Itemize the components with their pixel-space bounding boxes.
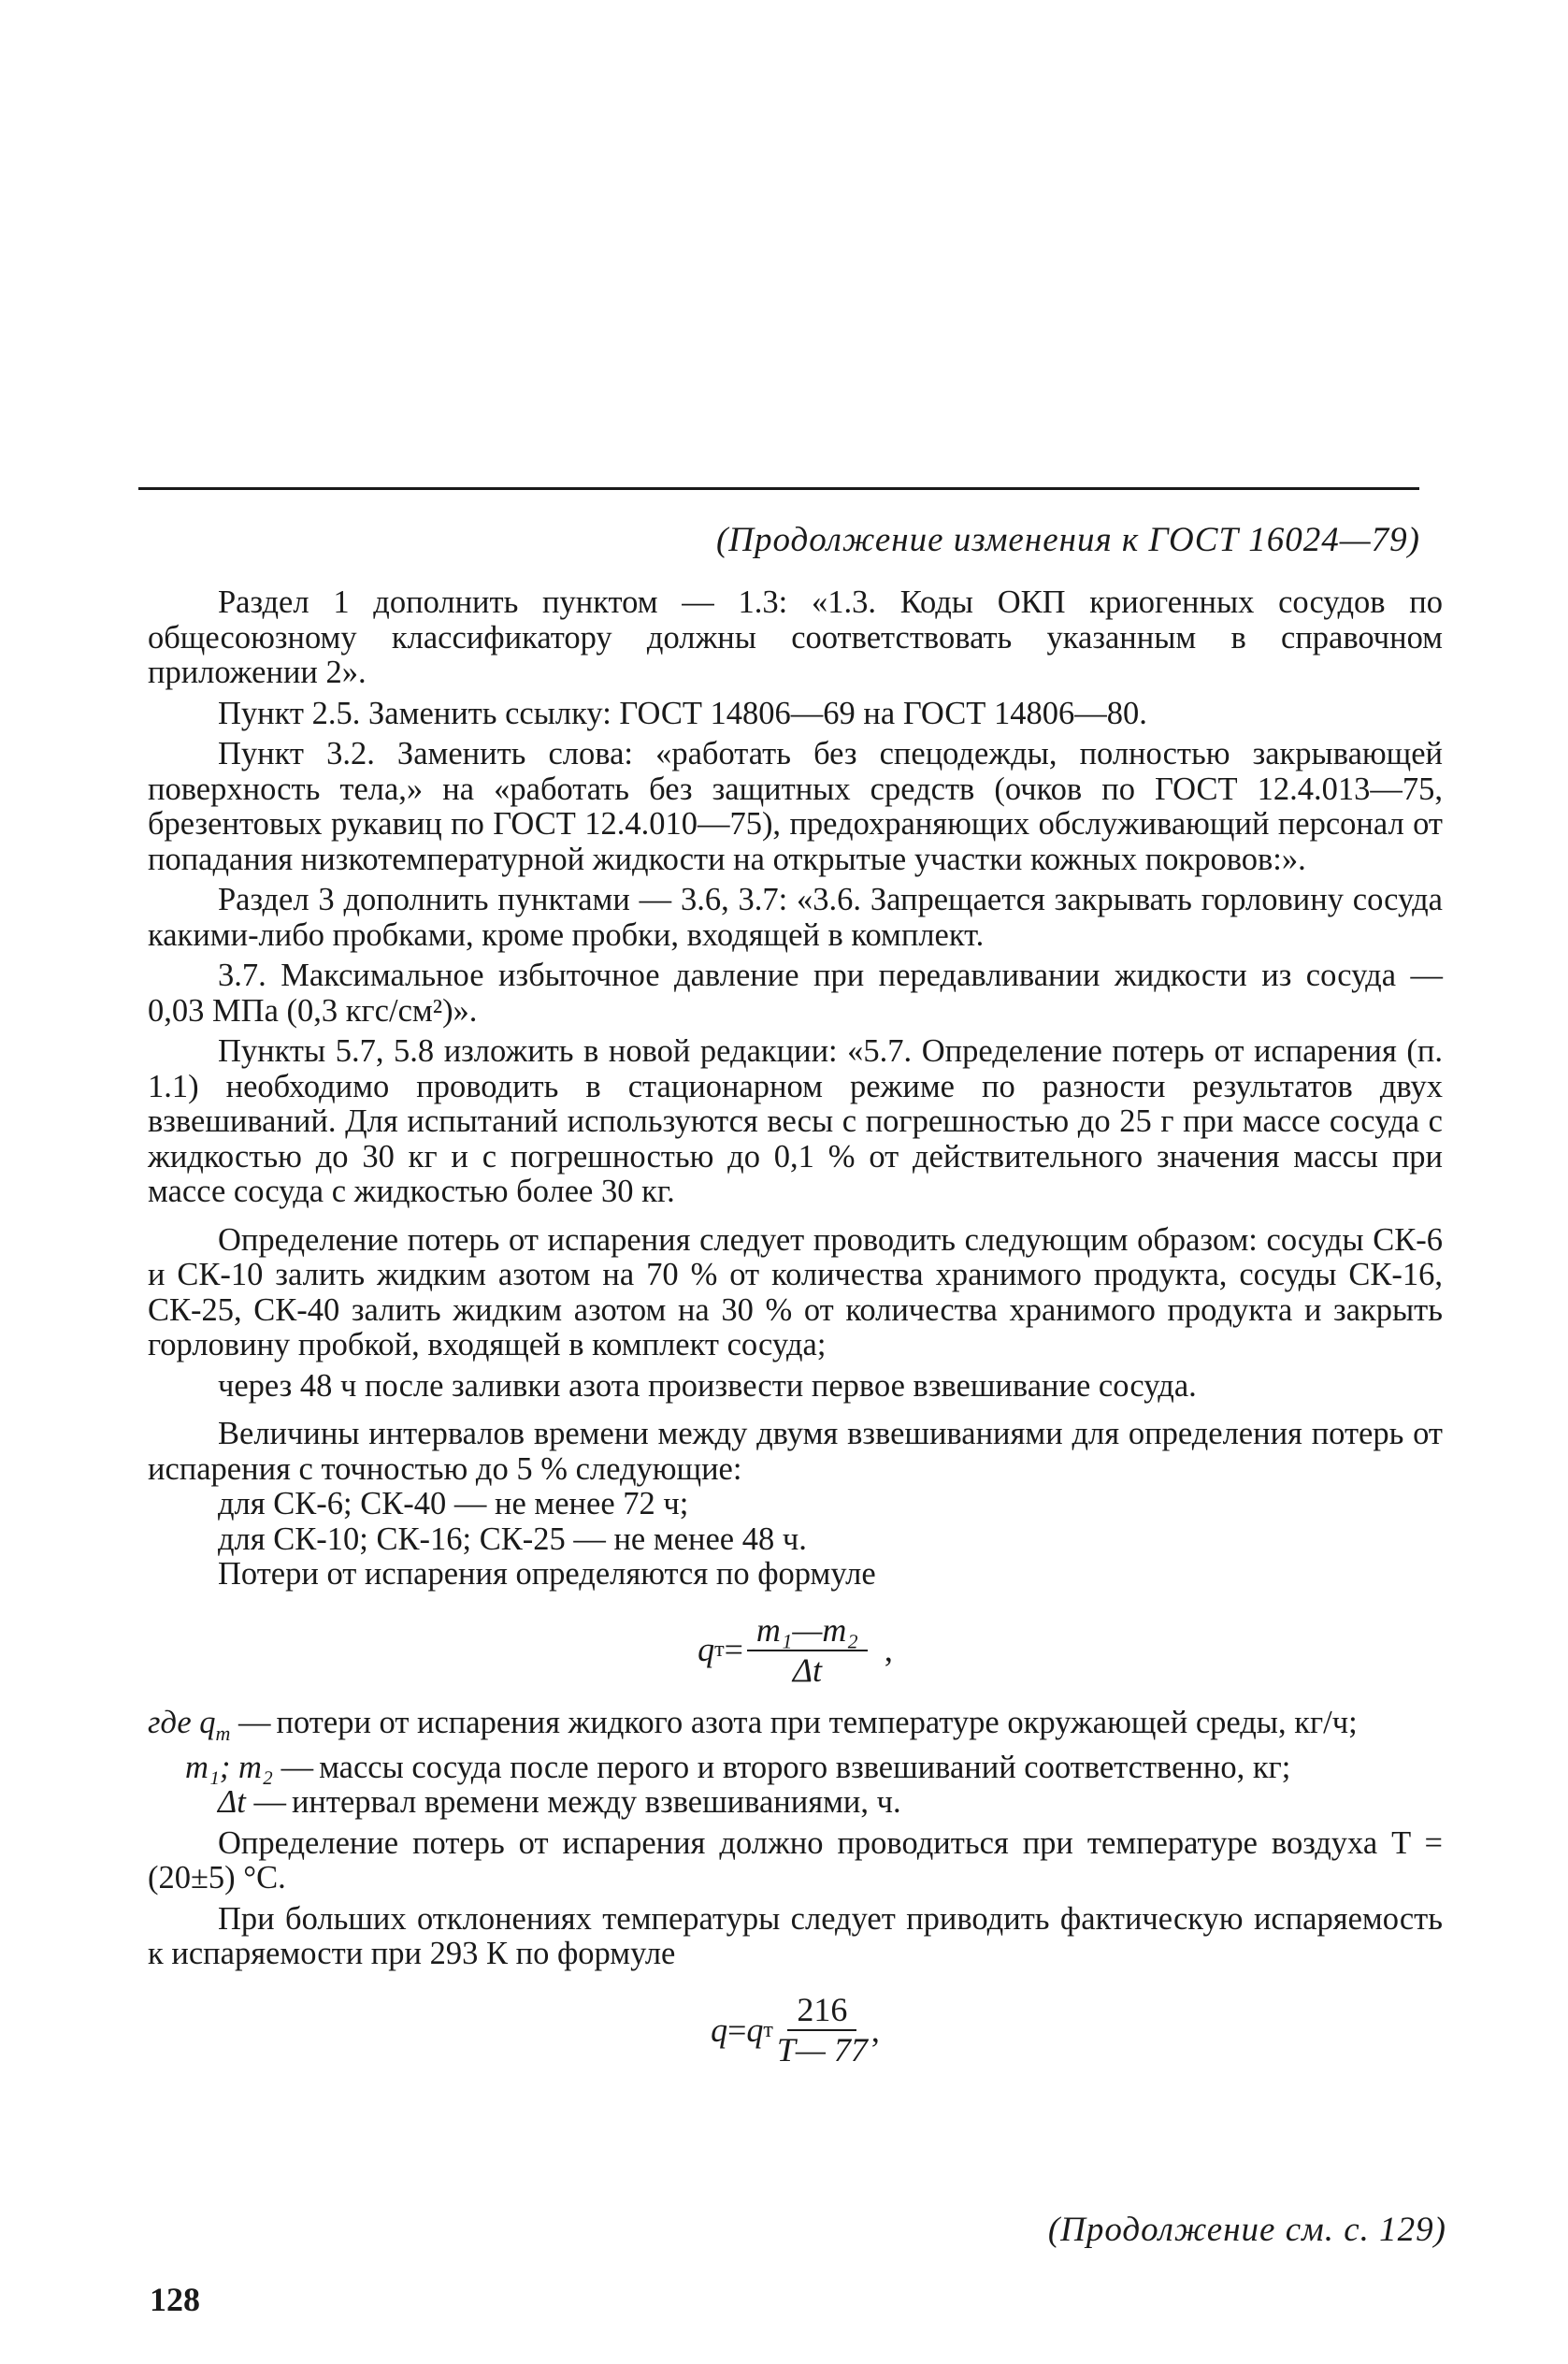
paragraph: Пункт 2.5. Заменить ссылку: ГОСТ 14806—69 на ГОСТ 14806—80. bbox=[218, 695, 1147, 731]
definition-text: потери от испарения жидкого азота при температуре окружающей среды, кг/ч; bbox=[276, 1704, 1358, 1740]
top-rule bbox=[138, 487, 1419, 490]
paragraph: Раздел 3 дополнить пунктами — 3.6, 3.7: «3.6. Запрещается закрывать горловину сосуда какими-либо пробками, кроме пробки, входящей в комплект. bbox=[148, 882, 1443, 953]
paragraph: для СК-6; СК-40 — не менее 72 ч; bbox=[218, 1486, 689, 1521]
paragraph: Определение потерь от испарения должно проводиться при температуре воздуха T = (20±5) °С. bbox=[148, 1824, 1443, 1896]
definition-symbol: m₁; m₂ bbox=[185, 1749, 273, 1785]
formula-temperature-correction bbox=[148, 1990, 1443, 2069]
formula-evaporation-loss bbox=[148, 1610, 1443, 1689]
formula-q-sub: т bbox=[763, 2017, 773, 2042]
paragraph: Определение потерь от испарения следует проводить следующим образом: сосуды СК-6 и СК-10 залить жидким азотом на 70 % от количества хранимого продукта, сосуды СК-16, СК-25, СК-40 залить жидким азотом на 30 % от количества хранимого продукта и закрыть горловину пробкой, входящей в комплект сосуда; bbox=[148, 1221, 1443, 1362]
paragraph: 3.7. Максимальное избыточное давление при передавливании жидкости из сосуда — 0,03 МПа (0,3 кгс/см²)». bbox=[148, 958, 1443, 1029]
paragraph: При больших отклонениях температуры следует приводить фактическую испаряемость к испаряемости при 293 К по формуле bbox=[148, 1900, 1443, 1972]
formula-eq: = bbox=[724, 1631, 743, 1669]
formula-tail: , bbox=[884, 1631, 893, 1669]
paragraph: Потери от испарения определяются по формуле bbox=[218, 1556, 876, 1592]
paragraph: Величины интервалов времени между двумя взвешиваниями для определения потерь от испарения с точностью до 5 % следующие: bbox=[148, 1416, 1443, 1487]
definition-dash: — bbox=[272, 1749, 314, 1785]
definition-item bbox=[148, 1706, 1443, 1751]
paragraph: через 48 ч после заливки азота произвести первое взвешивание сосуда. bbox=[218, 1367, 1197, 1404]
formula-fraction bbox=[776, 1990, 868, 2069]
definition-text: интервал времени между взвешиваниями, ч. bbox=[291, 1784, 901, 1821]
definition-item bbox=[148, 1785, 1443, 1821]
formula-numerator: 216 bbox=[787, 1993, 856, 2032]
definition-symbol: где q bbox=[148, 1704, 216, 1740]
paragraph: Пункт 3.2. Заменить слова: «работать без спецодежды, полностью закрывающей поверхность тела,» на «работать без защитных средств (очков по ГОСТ 12.4.013—75, брезентовых рукавиц по ГОСТ 12.4.010—75), предохраняющих обслуживающий персонал от попадания низкотемпературной жидкости на открытые участки кожных покровов:». bbox=[148, 736, 1443, 877]
paragraph: для СК-10; СК-16; СК-25 — не менее 48 ч. bbox=[218, 1521, 807, 1557]
definition-item bbox=[148, 1751, 1443, 1786]
definition-dash: — bbox=[230, 1704, 271, 1740]
definition-symbol: Δt bbox=[218, 1784, 246, 1821]
running-header: (Продолжение изменения к ГОСТ 16024—79) bbox=[715, 521, 1420, 559]
formula-q: q bbox=[746, 2011, 764, 2049]
continuation-note: (Продолжение см. с. 129) bbox=[1047, 2211, 1446, 2249]
page-number: 128 bbox=[150, 2281, 200, 2318]
definition-text: массы сосуда после перого и второго взвешиваний соответственно, кг; bbox=[319, 1749, 1291, 1785]
definitions bbox=[148, 1706, 1443, 1821]
formula-denominator: Δt bbox=[792, 1651, 822, 1689]
formula-lhs-sub: т bbox=[714, 1637, 725, 1663]
document-body bbox=[148, 585, 1443, 2085]
formula-lhs: q bbox=[698, 1631, 715, 1669]
paragraph: Раздел 1 дополнить пунктом — 1.3: «1.3. Коды ОКП криогенных сосудов по общесоюзному классификатору должны соответствовать указанным в справочном приложении 2». bbox=[148, 584, 1443, 690]
formula-numerator: m₁—m₂ bbox=[747, 1613, 868, 1652]
formula-eq: = bbox=[727, 2011, 747, 2049]
formula-tail: , bbox=[870, 2011, 880, 2049]
definition-symbol-sub: т bbox=[215, 1721, 231, 1745]
definition-dash: — bbox=[245, 1784, 286, 1821]
paragraph: Пункты 5.7, 5.8 изложить в новой редакции: «5.7. Определение потерь от испарения (п. 1.1) необходимо проводить в стационарном режиме по разности результатов двух взвешиваний. Для испытаний используются весы с погрешностью до 25 г при массе сосуда с жидкостью до 30 кг и с погрешностью до 0,1 % от действительного значения массы при массе сосуда с жидкостью более 30 кг. bbox=[148, 1033, 1443, 1209]
formula-denominator: T— 77 bbox=[776, 2031, 868, 2069]
formula-fraction bbox=[747, 1610, 868, 1689]
formula-lhs: q bbox=[711, 2011, 728, 2049]
